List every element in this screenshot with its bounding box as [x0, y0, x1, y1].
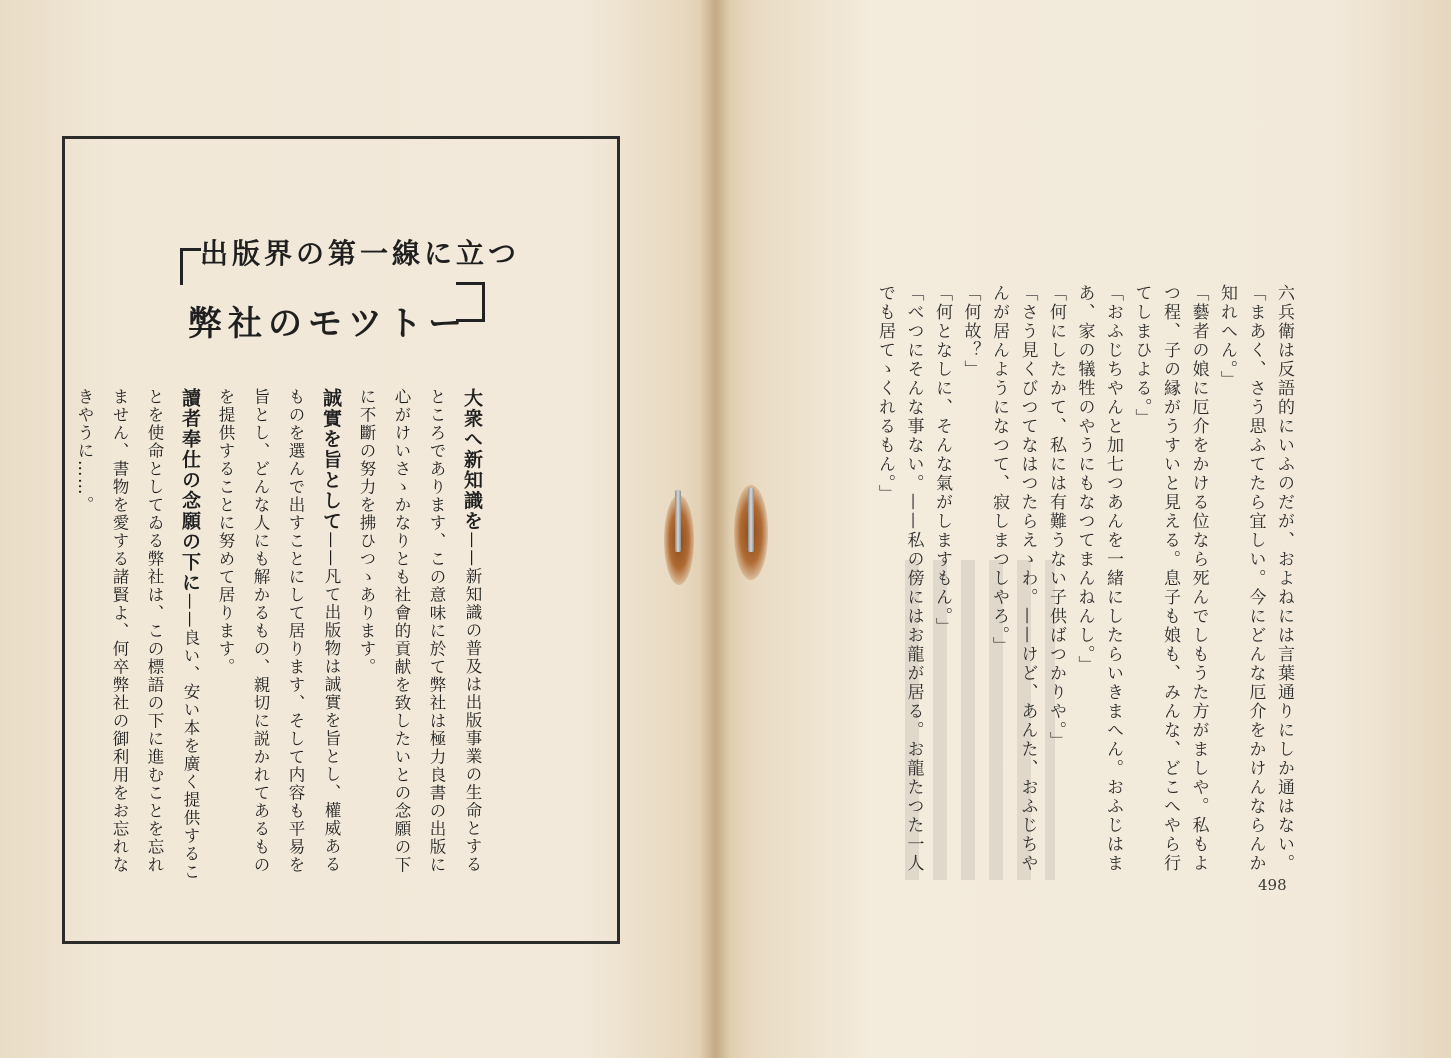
text-line: 「藝者の娘に厄介をかける位なら死んでしもうた方がましや。私もよつ程、子の縁がうすいと見える。息子も娘も、みんな、どこへやら行てしまひよる。」	[1131, 284, 1209, 873]
left-page	[0, 0, 710, 1058]
staple	[675, 490, 681, 552]
ad-paragraph	[208, 388, 349, 888]
page-number: 498	[1258, 876, 1287, 894]
ad-paragraph	[67, 388, 208, 888]
ad-key-phrase: 大衆へ新知識を	[461, 388, 483, 532]
text-line: 「おふじちやんと加七つあんを一緒にしたらいきまへん。おふじはまあ、家の犠牲のやうにもなつてまんねんし。」	[1074, 284, 1123, 873]
text-line: 「何となしに、そんな氣がしますもん。」	[932, 284, 952, 637]
text-line: 六兵衛は反語的にいふのだが、およねには言葉通りにしか通はない。	[1274, 284, 1294, 873]
advertisement-body	[75, 388, 490, 888]
slogan-bottom: 弊社のモツトー	[188, 304, 468, 344]
text-line: 「さう見くびつてなはつたらえゝわ。——けど、あんた、おふじちやんが居んようになつて、寂しまつしやろ。」	[989, 284, 1038, 873]
slogan-top: 出版界の第一線に立つ	[200, 237, 521, 270]
text-line: 「べつにそんな事ない。——私の傍にはお龍が居る。お龍たつた一人でも居てゝくれるもん。」	[875, 284, 924, 873]
slogan-bracket-bottom	[456, 282, 485, 322]
ad-paragraph-text: ——良い、安い本を廣く提供することを使命としてゐる弊社は、この標語の下に進むことを忘れません、書物を愛する諸賢よ、何卒弊社の御利用をお忘れなきやうに……。	[75, 388, 200, 881]
ad-paragraph-text: ——新知識の普及は出版事業の生命とするところであります、この意味に於て弊社は極力良書の出版に心がけいさゝかなりとも社會的貢献を致したいとの念願の下に不斷の努力を拂ひつゝあります。	[357, 388, 482, 874]
novel-text	[875, 284, 1298, 884]
text-line: 「何故？」	[960, 284, 981, 379]
slogan-bracket-top	[180, 248, 201, 285]
ad-paragraph	[349, 388, 490, 888]
text-line: 「何にしたかて、私には有難うない子供ばつかりや。」	[1046, 284, 1066, 751]
ad-key-phrase: 誠實を旨として	[320, 388, 342, 532]
ad-key-phrase: 讀者奉仕の念願の下に	[179, 388, 201, 593]
ad-paragraph-text: ——凡て出版物は誠實を旨とし、權威あるものを選んで出すことにして居ります、そして内容も平易を旨とし、どんな人にも解かるもの、親切に説かれてあるものを提供することに努めて居ります。	[216, 388, 341, 874]
text-line: 「まあく、さう思ふてたら宜しい。今にどんな厄介をかけんならんか知れへん。」	[1217, 284, 1266, 873]
